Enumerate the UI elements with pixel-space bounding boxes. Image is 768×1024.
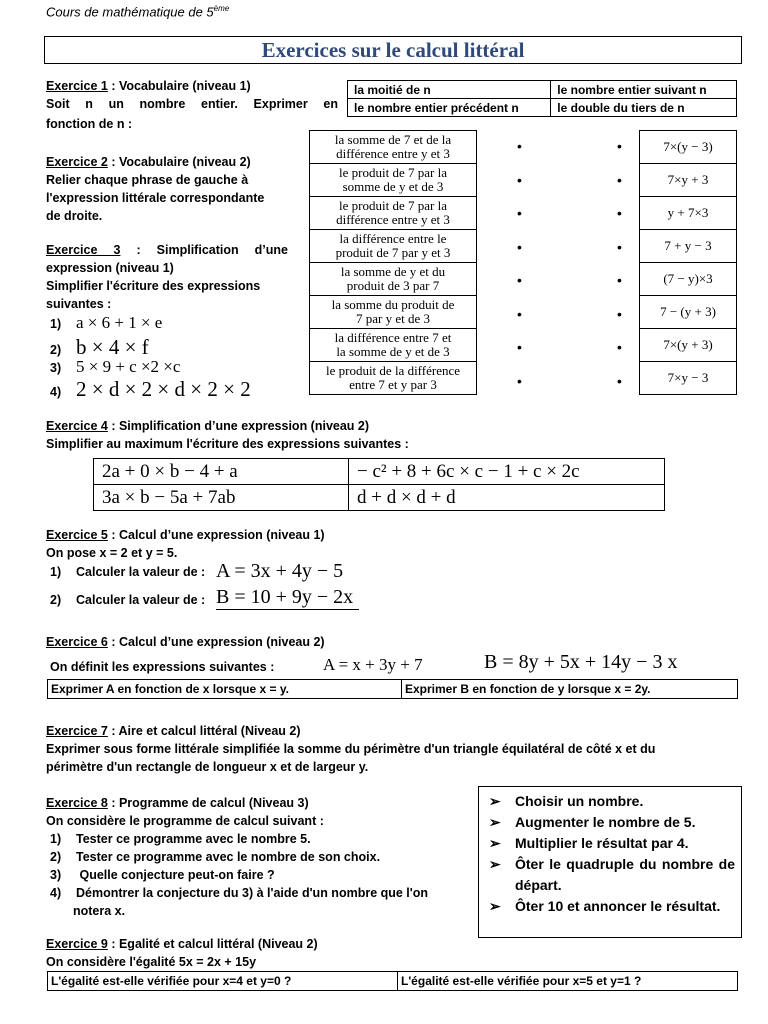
ex2-expression: 7×(y + 3) [640,329,737,362]
ex2-line: l'expression littérale correspondante [46,191,265,205]
ex1-label: Exercice 1 [46,79,108,93]
match-dot[interactable]: • [517,339,522,355]
program-step: ➢ Ôter le quadruple du nombre de départ. [489,854,735,896]
ex8-subtitle: : Programme de calcul (Niveau 3) [107,796,309,810]
ex2-phrase: la somme du produit de 7 par y et de 3 [310,296,477,329]
course-header [46,4,229,19]
ex2-expression: 7×y − 3 [640,362,737,395]
ex1-text2: fonction de n : [46,117,133,131]
ex2-phrase: la différence entre le produit de 7 par y et 3 [310,230,477,263]
match-dot[interactable]: • [617,238,622,255]
ex1-table [347,80,737,117]
ex4-table [93,458,665,511]
ex2-phrase: la somme de 7 et de la différence entre y et 3 [310,131,477,164]
ex5-subtitle: : Calcul d’une expression (niveau 1) [107,528,325,542]
ex3-item: 2) b × 4 × f [50,335,149,359]
ex2-left-table [309,130,477,395]
ex2-expression: 7×y + 3 [640,164,737,197]
match-dot[interactable]: • [617,272,622,288]
ex1-text1: Soit n un nombre entier. Exprimer en [46,97,338,111]
match-dot[interactable]: • [517,372,522,389]
ex8-item-cont: notera x. [73,904,126,918]
ex4-expression: 3a × b − 5a + 7ab [94,485,349,511]
ex3-list [50,313,251,399]
ex2-expression: 7 − (y + 3) [640,296,737,329]
ex2-expression: 7×(y − 3) [640,131,737,164]
ex2-line: Relier chaque phrase de gauche à [46,173,249,187]
ex1-cell: le double du tiers de n [551,99,737,117]
ex9-table [47,971,738,991]
ex6-text: On définit les expressions suivantes : [50,660,275,674]
ex1-cell: le nombre entier précédent n [348,99,551,117]
ex3-label: Exercice 3 [46,243,121,257]
ex3-line: suivantes : [46,297,112,311]
ex9-label: Exercice 9 [46,937,108,951]
ex2-expression: (7 − y)×3 [640,263,737,296]
ex8-block [46,794,324,830]
ex9-text: On considère l'égalité 5x = 2x + 15y [46,955,257,969]
ex2-expression: y + 7×3 [640,197,737,230]
ex8-item: 3) Quelle conjecture peut-on faire ? [50,868,275,882]
ex1-block [46,77,338,133]
match-dot[interactable]: • [517,138,522,154]
ex7-line: périmètre d'un rectangle de longueur x et de largeur y. [46,760,369,774]
ex2-phrase: le produit de la différence entre 7 et y par 3 [310,362,477,395]
program-step: ➢ Choisir un nombre. [489,791,735,812]
ex4-expression: d + d × d + d [349,485,665,511]
ex2-expression: 7 + y − 3 [640,230,737,263]
ex6-cell: Exprimer B en fonction de y lorsque x = 2y. [402,680,738,699]
match-dot[interactable]: • [617,372,622,389]
ex6-expr-a: A = x + 3y + 7 [323,655,423,674]
ex3-item: 1) a × 6 + 1 × e [50,313,163,332]
ex1-cell: la moitié de n [348,81,551,99]
ex6-subtitle: : Calcul d’une expression (niveau 2) [107,635,325,649]
ex2-line: de droite. [46,209,103,223]
ex1-cell: le nombre entier suivant n [551,81,737,99]
match-dot[interactable]: • [517,205,522,221]
ex6-cell: Exprimer A en fonction de x lorsque x = y. [48,680,402,699]
ex7-line: Exprimer sous forme littérale simplifiée la somme du périmètre d'un triangle équilatéral de côté x et du [46,742,656,756]
ex7-block [46,722,746,776]
ex5-expr-a: A = 3x + 4y − 5 [216,560,344,582]
course-label: Cours de mathématique de 5 [46,4,214,20]
ex3-item: 3) 5 × 9 + c ×2 ×c [50,357,181,376]
ex8-text: On considère le programme de calcul suivant : [46,814,324,828]
program-step: ➢ Multiplier le résultat par 4. [489,833,735,854]
ex2-block [46,153,296,225]
ex2-dots-left [517,130,529,398]
match-dot[interactable]: • [517,238,522,255]
ex3-item: 4) 2 × d × 2 × d × 2 × 2 [50,377,251,401]
match-dot[interactable]: • [617,171,622,188]
match-dot[interactable]: • [517,171,522,188]
match-dot[interactable]: • [617,138,622,154]
ex5-label: Exercice 5 [46,528,108,542]
match-dot[interactable]: • [617,305,622,322]
ex2-phrase: le produit de 7 par la somme de y et de 3 [310,164,477,197]
ex7-label: Exercice 7 [46,724,108,738]
ex3-line: expression (niveau 1) [46,261,174,275]
ex3-line: Simplifier l'écriture des expressions [46,279,261,293]
ex6-expr-b: B = 8y + 5x + 14y − 3 x [484,651,678,673]
match-dot[interactable]: • [617,339,622,355]
ex3-subtitle: : Simplification d’une [120,243,289,257]
ex5-expr-b: B = 10 + 9y − 2x [216,586,359,610]
ex7-subtitle: : Aire et calcul littéral (Niveau 2) [107,724,301,738]
ex6-label: Exercice 6 [46,635,108,649]
ex2-label: Exercice 2 [46,155,108,169]
ex9-cell: L'égalité est-elle vérifiée pour x=4 et y=0 ? [48,972,398,991]
ex8-item: 1) Tester ce programme avec le nombre 5. [50,832,311,846]
ex9-subtitle: : Egalité et calcul littéral (Niveau 2) [107,937,318,951]
ex3-block [46,241,288,313]
ex2-phrase: la différence entre 7 et la somme de y et de 3 [310,329,477,362]
ex8-item: 2) Tester ce programme avec le nombre de son choix. [50,850,381,864]
ex9-block [46,935,318,971]
program-step: ➢ Ôter 10 et annoncer le résultat. [489,896,735,917]
ex8-list [50,830,470,920]
ex2-phrase: la somme de y et du produit de 3 par 7 [310,263,477,296]
ex4-expression: − c² + 8 + 6c × c − 1 + c × 2c [349,459,665,485]
ex2-dots-right [617,130,629,398]
ex2-subtitle: : Vocabulaire (niveau 2) [107,155,251,169]
ex4-subtitle: : Simplification d’une expression (niveau 2) [107,419,370,433]
ex4-block [46,417,409,453]
ex1-subtitle: : Vocabulaire (niveau 1) [107,79,251,93]
program-step: ➢ Augmenter le nombre de 5. [489,812,735,833]
ex8-program-box [478,786,742,938]
course-sup: ème [213,4,230,13]
ex2-right-table [639,130,737,395]
ex5-text: On pose x = 2 et y = 5. [46,546,178,560]
match-dot[interactable]: • [517,272,522,288]
ex6-block [46,633,325,651]
ex9-cell: L'égalité est-elle vérifiée pour x=5 et y=1 ? [398,972,738,991]
page-title: Exercices sur le calcul littéral [44,36,742,64]
ex8-item: 4) Démontrer la conjecture du 3) à l'aide d'un nombre que l'on [50,886,429,900]
ex8-label: Exercice 8 [46,796,108,810]
ex5-item: 2) Calculer la valeur de : [50,593,206,607]
match-dot[interactable]: • [617,205,622,221]
ex4-label: Exercice 4 [46,419,108,433]
ex5-item: 1) Calculer la valeur de : [50,565,206,579]
ex5-block [46,526,325,562]
ex6-table [47,679,738,699]
ex2-phrase: le produit de 7 par la différence entre y et 3 [310,197,477,230]
ex4-expression: 2a + 0 × b − 4 + a [94,459,349,485]
ex4-text: Simplifier au maximum l'écriture des expressions suivantes : [46,437,409,451]
match-dot[interactable]: • [517,305,522,322]
